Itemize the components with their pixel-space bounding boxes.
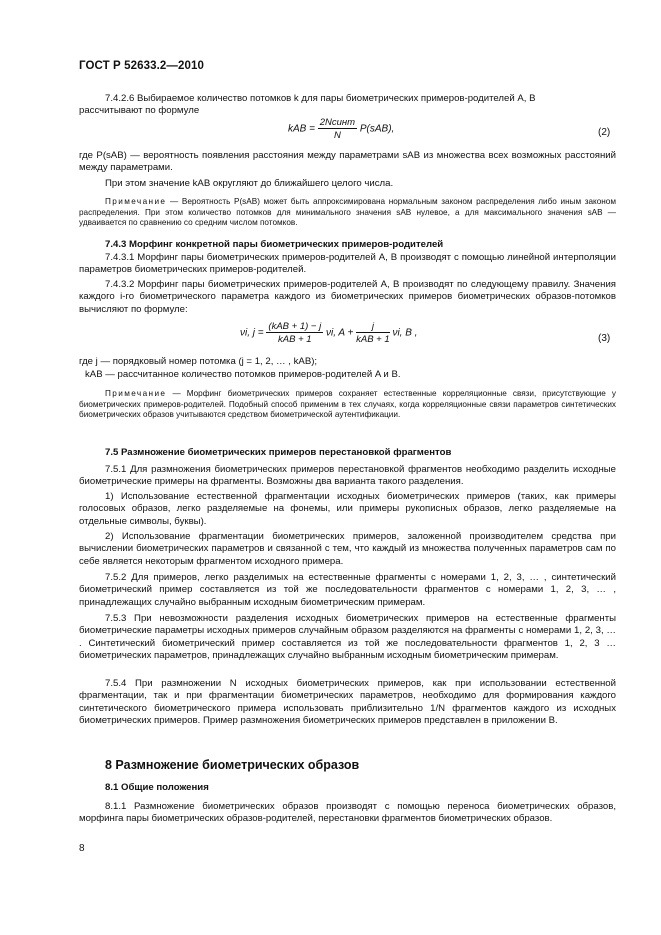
paragraph-751: 7.5.1 Для размножения биометрических примеров перестановкой фрагментов необходимо разделить исходные биометрические примеры на фрагменты. Возможны два варианта такого разделения.: [79, 464, 616, 488]
rounding-text: При этом значение kAB округляют до ближайшего целого числа.: [105, 178, 394, 189]
formula-3-numerator-2: j: [356, 321, 390, 333]
heading-8: 8 Размножение биометрических образов: [105, 758, 360, 772]
page-number: 8: [79, 843, 85, 854]
formula-3: [240, 321, 417, 345]
paragraph-7426-line1: 7.4.2.6 Выбираемое количество потомков k для пары биометрических примеров-родителей A, B: [105, 93, 536, 104]
where-j-definition: где j — порядковый номер потомка (j = 1, 2, … , kAB);: [79, 356, 318, 367]
formula-2-number: (2): [598, 127, 611, 138]
paragraph-751-item-1: 1) Использование естественной фрагментации исходных биометрических примеров (таких, как примеры голосовых образов, легко разделяемые на фонемы, или примеры рукописных образов, легко разделяемые на отдельные символы, буквы).: [79, 491, 616, 527]
formula-2: [288, 117, 394, 141]
note-1: [79, 197, 616, 229]
formula-3-denominator-1: kAB + 1: [278, 334, 312, 345]
formula-3-fraction-1: [266, 321, 323, 345]
paragraph-7432: 7.4.3.2 Морфинг пары биометрических примеров-родителей A, B производят по следующему правилу. Значения каждого i-го биометрического параметра каждого из биометрических примеров биометрических образов-потомков вычисляют по формуле:: [79, 279, 616, 315]
formula-2-rhs: P(sAB),: [359, 123, 395, 135]
formula-3-denominator-2: kAB + 1: [356, 334, 390, 345]
note-1-text: — Вероятность P(sAB) может быть аппроксимирована нормальным законом распределения либо иным законом распределения. При этом количество потомков для минимального значения sAB нулевое, а для максимального значения sAB — удваивается по сравнению со средним числом потомков.: [79, 197, 616, 228]
paragraph-751-item-2: 2) Использование фрагментации биометрических примеров, заложенной производителем средства при вычислении биометрических параметров и связанной с тем, что каждый из множества полученных параметров сам по себе является некоторым фрагментом исходного примера.: [79, 531, 616, 567]
paragraph-7431: 7.4.3.1 Морфинг пары биометрических примеров-родителей A, B производят с помощью линейной интерполяции параметров биометрических примеров-родителей.: [79, 252, 616, 276]
paragraph-752: 7.5.2 Для примеров, легко разделимых на естественные фрагменты с номерами 1, 2, 3, … , синтетический биометрический пример составляется из той же последовательности фрагментов с номерами 1, 2, 3, … , принадлежащих случайно выбранным исходным биометрическим примерам.: [79, 572, 616, 608]
formula-3-lhs: νi, j =: [240, 327, 264, 339]
formula-3-numerator-1: (kAB + 1) − j: [268, 321, 322, 332]
paragraph-753: 7.5.3 При невозможности разделения исходных биометрических примеров на естественные фрагменты биометрические параметры исходных примеров случайным образом разделяются на фрагменты с номерами 1, 2, 3, … . Синтетический биометрический пример составляется из той же последовательности фрагментов 1, 2, 3 … биометрических параметров, принадлежащих случайно выбранным исходным биометрическим примерам.: [79, 613, 616, 662]
document-header: ГОСТ Р 52633.2—2010: [79, 60, 204, 72]
formula-2-numerator: 2Nсинт: [319, 117, 356, 128]
paragraph-7426-line2: рассчитывают по формуле: [79, 105, 200, 117]
heading-75: 7.5 Размножение биометрических примеров перестановкой фрагментов: [105, 447, 452, 458]
formula-2-lhs: kAB =: [288, 123, 315, 135]
heading-81: 8.1 Общие положения: [105, 782, 209, 793]
where-p-definition: где P(sAB) — вероятность появления расстояния между параметрами sAB из множества всех возможных расстояний между параметрами.: [79, 150, 616, 174]
formula-3-end: νi, B ,: [392, 327, 418, 339]
note-2-text: — Морфинг биометрических примеров сохраняет естественные корреляционные связи, присутствующие у биометрических примеров-родителей. Подобный способ применим в тех случаях, когда корреляционные связи параметров синтетических биометрических образов учитываются средством биометрической аутентификации.: [79, 389, 616, 420]
formula-3-mid: νi, A +: [326, 327, 354, 339]
where-kab-definition: kAB — рассчитанное количество потомков примеров-родителей A и B.: [85, 369, 401, 380]
formula-3-fraction-2: [356, 321, 390, 345]
note-2: [79, 389, 616, 421]
formula-2-fraction: [318, 117, 357, 141]
note-1-label: Примечание: [105, 197, 167, 206]
formula-2-denominator: N: [333, 130, 341, 141]
paragraph-811: 8.1.1 Размножение биометрических образов производят с помощью переноса биометрических образов, морфинга пары биометрических образов-родителей, перестановки фрагментов биометрических образов.: [79, 801, 616, 825]
paragraph-754: 7.5.4 При размножении N исходных биометрических примеров, как при использовании естественной фрагментации, так и при фрагментации биометрических параметров, необходимо для формирования каждого синтетического биометрического примера использовать приблизительно 1/N фрагментов каждого из исходных биометрических примеров. Пример размножения биометрических примеров представлен в приложении В.: [79, 678, 616, 727]
note-2-label: Примечание: [105, 389, 167, 398]
heading-743: 7.4.3 Морфинг конкретной пары биометрических примеров-родителей: [105, 239, 444, 250]
formula-3-number: (3): [598, 333, 611, 344]
paragraph-7426: [79, 93, 616, 118]
